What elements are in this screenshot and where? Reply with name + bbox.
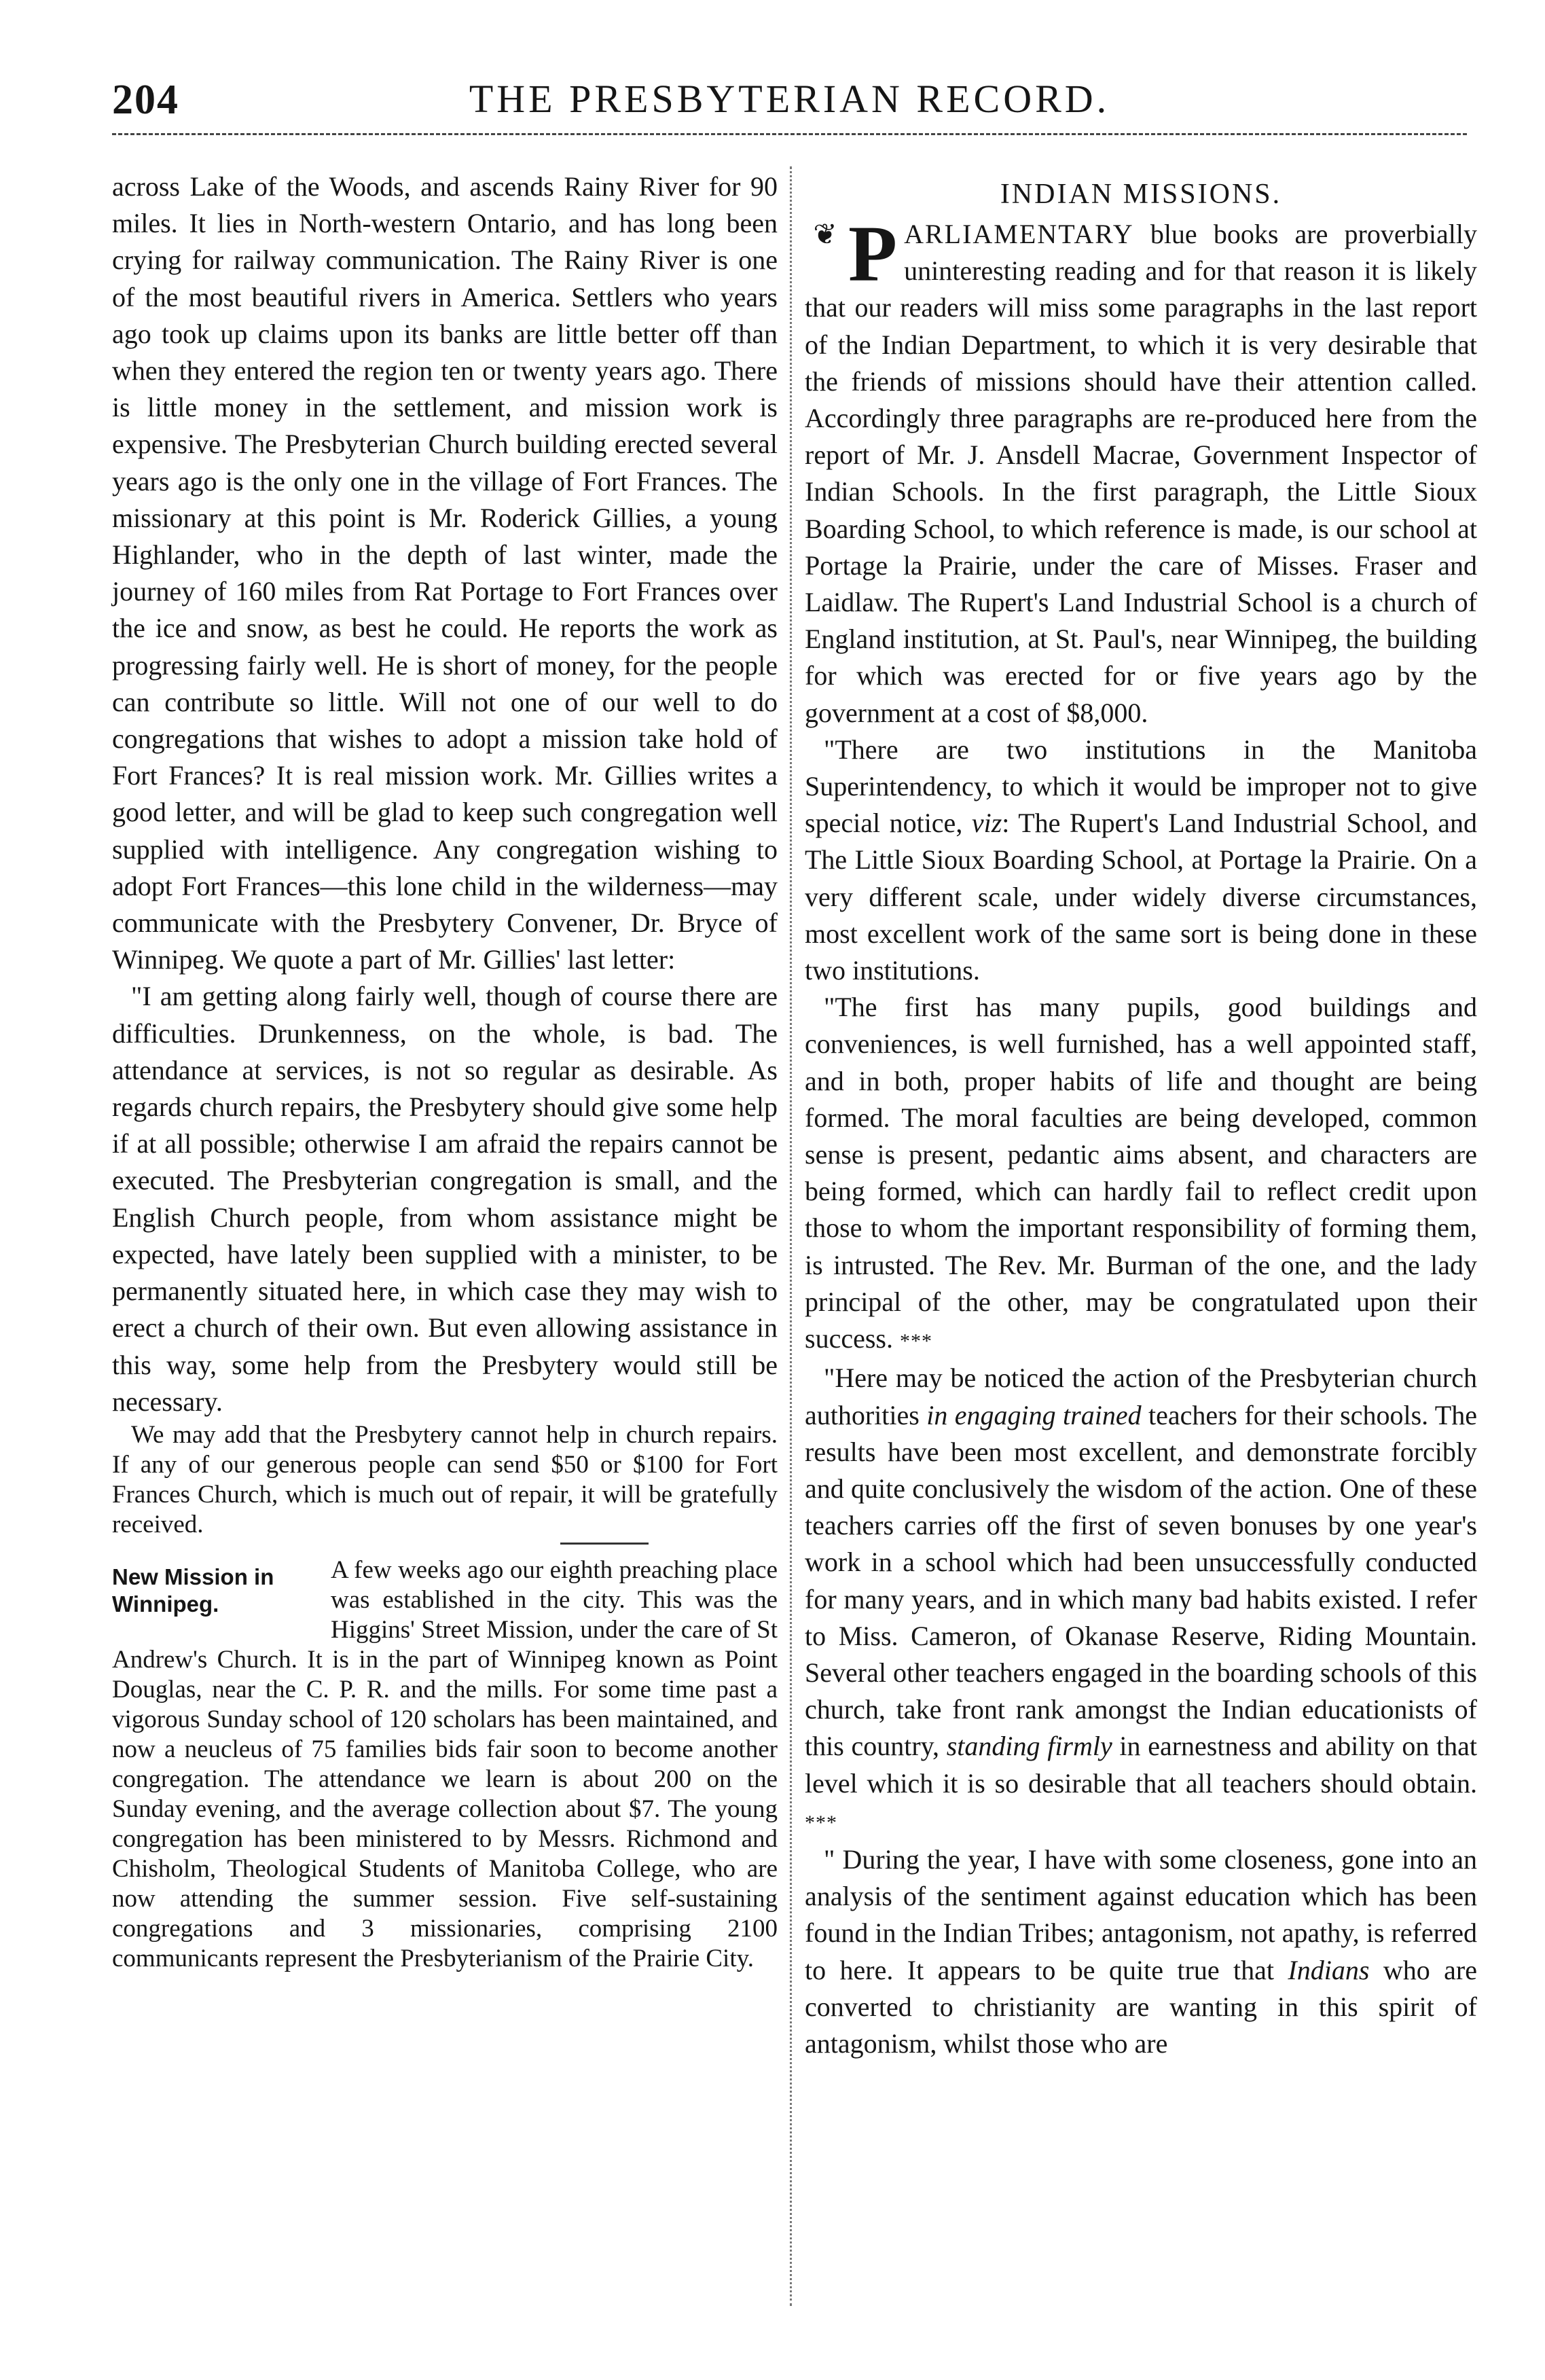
first-institution-paragraph — [805, 989, 1477, 1360]
repairs-appeal-paragraph: We may add that the Presbytery cannot help in church repairs. If any of our generous people can send $50 or $100 for Fort Frances Church, which is much out of repair, it will be gratefully received. — [112, 1420, 778, 1538]
trained-teachers-text-c: in earnestness and ability on that level which it is so desirable that all teachers should obtain. — [805, 1731, 1477, 1799]
first-institution-text: "The first has many pupils, good buildings and conveniences, is well furnished, has a well appointed staff, and in both, proper habits of life and thought are being formed. The moral faculties are being developed, common sense is present, pedantic aims absent, and characters are being formed, which can hardly fail to reflect credit upon those to whom the important responsibility of forming them, is intrusted. The Rev. Mr. Burman of the one, and the lady principal of the other, may be congratulated upon their success. — [805, 992, 1477, 1354]
gillies-letter-quote: "I am getting along fairly well, though of course there are difficulties. Drunkenness, on the whole, is bad. The attendance at services, is not so regular as desirable. As regards church repairs, the Presbytery should give some help if at all possible; otherwise I am afraid the repairs cannot be executed. The Presbyterian congregation is small, and the English Church people, from whom assistance might be expected, have lately been supplied with a minister, to be permanently situated here, in which case they may wish to erect a church of their own. But even allowing assistance in this way, some help from the Presbytery would still be necessary. — [112, 981, 778, 1417]
page-number: 204 — [112, 77, 179, 123]
drop-cap: P — [848, 209, 898, 298]
trained-teachers-italic: in engaging trained — [926, 1399, 1142, 1430]
indian-missions-heading: INDIAN MISSIONS. — [1000, 179, 1282, 210]
viz-italic: viz — [971, 808, 1002, 839]
trained-teachers-text-b: teachers for their schools. The results have been most excellent, and demonstrate forcibly and quite conclusively the wisdom of the action. One of these teachers carries off the first of seven bonuses by one year's work in a school which had been unsuccessfully conducted for many years, and in which many bad habits existed. I refer to Miss. Cameron, of Okanase Reserve, Riding Mountain. Several other teachers engaged in the boarding schools of this church, take front rank amongst the Indian educationists of this country, — [805, 1399, 1477, 1762]
fort-frances-paragraph: across Lake of the Woods, and ascends Rainy River for 90 miles. It lies in North-western Ontario, and has long been crying for railway communication. The Rainy River is one of the most beautiful rivers in America. Settlers who years ago took up claims upon its banks are little better off than when they entered the region ten or twenty years ago. There is little money in the settlement, and mission work is expensive. The Presbyterian Church building erected several years ago is the only one in the village of Fort Frances. The missionary at this point is Mr. Roderick Gillies, a young Highlander, who in the depth of last winter, made the journey of 160 miles from Rat Portage to Fort Frances over the ice and snow, as best he could. He reports the work as progressing fairly well. He is short of money, for the people can contribute so little. Will not one of our well to do congregations that wishes to adopt a mission take hold of Fort Frances? It is real mission work. Mr. Gillies writes a good letter, and will be glad to keep such congregation well supplied with intelligence. Any congregation wishing to adopt Fort Frances—this lone child in the wilderness—may communicate with the Presbytery Convener, Dr. Bryce of Winnipeg. We quote a part of Mr. Gillies' last letter: — [112, 171, 778, 975]
antagonism-text-a: " During the year, I have with some closeness, gone into an analysis of the sentiment against education which has been found in the Indian Tribes; antagonism, not apathy, is referred to here. It appears to be quite true that — [805, 1843, 1477, 1985]
right-column — [805, 168, 1477, 2062]
two-institutions-text-b: : The Rupert's Land Industrial School, and The Little Sioux Boarding School, at Portage la Prairie. On a very different scale, under widely diverse circumstances, most excellent work of the same sort is being done in these two institutions. — [805, 808, 1477, 986]
asterism-icon-2: *** — [805, 1811, 837, 1834]
new-mission-section — [112, 1555, 778, 1974]
running-header — [112, 60, 1467, 134]
running-title: THE PRESBYTERIAN RECORD. — [469, 77, 1110, 121]
antagonism-paragraph — [805, 1841, 1477, 2062]
column-divider — [790, 166, 792, 2306]
lead-caps: ARLIAMENTARY — [904, 219, 1134, 249]
ornament-icon: ❦ — [813, 219, 837, 251]
asterism-icon: *** — [899, 1330, 932, 1353]
trained-teachers-paragraph — [805, 1360, 1477, 1841]
parliamentary-text: blue books are proverbially uninteresting reading and for that reason it is likely that our readers will miss some paragraphs in the last report of the Indian Department, to which it is very desirable that the friends of missions should have their attention called. Accordingly three paragraphs are re-produced here from the report of Mr. J. Ansdell Macrae, Government Inspector of Indian Schools. In the first paragraph, the Little Sioux Boarding School, to which reference is made, is our school at Portage la Prairie, under the care of Misses. Fraser and Laidlaw. The Rupert's Land Industrial School is a church of England institution, at St. Paul's, near Winnipeg, the building for which was erected for or five years ago by the government at a cost of $8,000. — [805, 219, 1477, 728]
section-divider-rule — [560, 1543, 649, 1545]
two-institutions-paragraph — [805, 732, 1477, 989]
two-institutions-text-a: "There are two institutions in the Manitoba Superintendency, to which it would be improper not to give special notice, — [805, 734, 1477, 839]
left-column — [112, 168, 778, 1974]
new-mission-paragraph: A few weeks ago our eighth preaching place was established in the city. This was the Higgins' Street Mission, under the care of St Andrew's Church. It is in the part of Winnipeg known as Point Douglas, near the C. P. R. and the mills. For some time past a vigorous Sunday school of 120 scholars has been maintained, and now a neucleus of 75 families bids fair soon to become another congregation. The attendance we learn is about 200 on the Sunday evening, and the average collection about $7. The young congregation has been ministered to by Messrs. Richmond and Chisholm, Theological Students of Manitoba College, who are now attending the summer session. Five self-sustaining congregations and 3 missionaries, comprising 2100 communicants represent the Presbyterianism of the Prairie City. — [112, 1555, 778, 1972]
header-rule — [112, 133, 1467, 135]
indians-italic: Indians — [1288, 1954, 1370, 1985]
new-mission-sidehead: New Mission in Winnipeg. — [112, 1564, 274, 1617]
antagonism-text-b: who are converted to christianity are wanting in this spirit of antagonism, whilst those who are — [805, 1954, 1477, 2059]
standing-firmly-italic: standing firmly — [946, 1731, 1112, 1762]
parliamentary-paragraph — [805, 209, 1477, 732]
trained-teachers-text-a: "Here may be noticed the action of the Presbyterian church authorities — [805, 1363, 1477, 1430]
